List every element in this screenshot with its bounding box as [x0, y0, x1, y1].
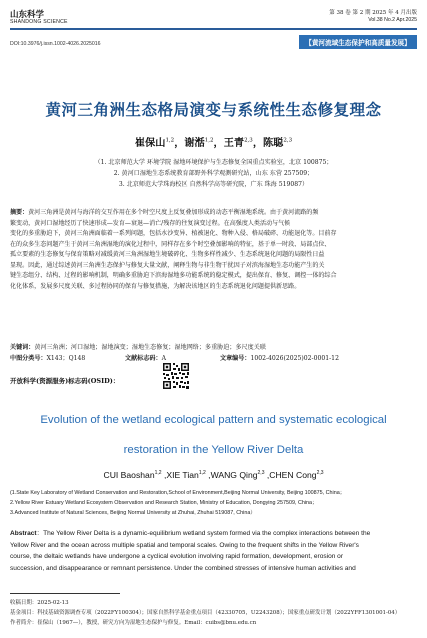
author-name: 陈聪 — [263, 137, 284, 149]
clc-label: 中图分类号： — [10, 355, 47, 362]
author-affil-sup: 1,2 — [198, 470, 206, 477]
osid-label: 开放科学(资源服务)标志码(OSID)： — [10, 377, 120, 385]
doi[interactable]: DOI:10.3976/j.issn.1002-4026.2025016 — [10, 41, 101, 47]
doc-code-label: 文献标志码： — [125, 355, 162, 362]
author-bio: 作者简介：崔保山（1967—），教授，研究方向为湿地生态保护与修复。Email：cuibs@bnu.edu.cn — [10, 620, 257, 626]
abstract-line-en: ：The Yellow River Delta is a dynamic-equilibrium wetland system formed via the complex interactions between the — [36, 530, 371, 537]
affiliation-cn: 3. 北京师范大学珠海校区 自然科学高等研究院，广东 珠海 519087） — [118, 181, 309, 188]
header-rule — [10, 28, 417, 30]
author-affil-sup: 1,2 — [204, 137, 214, 144]
abstract-cn — [10, 208, 417, 292]
abstract-label-cn: 摘要： — [10, 209, 29, 216]
doc-code-value: A — [161, 355, 166, 362]
journal-name-cn: 山东科学 — [10, 10, 45, 20]
affiliation-en: 3.Advanced Institute of Natural Sciences, Beijing Normal University at Zhuhai, Zhuhai 519087, China） — [10, 510, 256, 516]
author-name-en: WANG Qing — [210, 470, 258, 480]
author-name: 谢湉 — [184, 137, 205, 149]
column-banner: 【黄河流域生态保护和高质量发展】 — [299, 35, 417, 49]
author-name: 崔保山 — [134, 137, 166, 149]
abstract-line: 黄河三角洲是黄河与海洋的交互作用在多个时空尺度上反复叠加形成的动态平衡湿地系统。由于黄河流路的频 — [28, 209, 319, 216]
author-affil-sup: 2,3 — [257, 470, 265, 477]
author-affil-sup: 1,2 — [154, 470, 162, 477]
classification-row — [10, 353, 417, 362]
footnote-rule — [10, 593, 120, 594]
author-affil-sup: 1,2 — [165, 137, 175, 144]
affiliation-cn: （1. 北京师范大学 环境学院 湿地环境保护与生态修复全国重点实验室，北京 100875； — [94, 159, 333, 166]
title-cn: 黄河三角洲生态格局演变与系统性生态修复理念 — [45, 100, 382, 119]
journal-name-en: SHANDONG SCIENCE — [10, 19, 68, 25]
author-affil-sup: 2,3 — [316, 470, 324, 477]
abstract-line: 在的众多生态问题产生于黄河三角洲湿地的演化过程中，同样存在多个时空叠加影响的特征，基于单一时段、局部点位、 — [10, 240, 331, 248]
author-name-en: XIE Tian — [166, 470, 199, 480]
abstract-line: 键生态组分、结构、过程的影响机制，明确多重胁迫下滨海湿地多功能系统的稳定模式，提出保育、修复、调控一体的综合 — [10, 272, 337, 279]
author-name-en: CUI Baoshan — [103, 470, 155, 480]
keywords-cn — [10, 342, 417, 351]
abstract-line: 繁变动，黄河口湿地经历了快速形成—发育—衰退—消亡/残存的往复演变过程。在高强度人类活动与气候 — [10, 219, 291, 227]
abstract-en — [10, 528, 417, 574]
title-en-line: Evolution of the wetland ecological pattern and systematic ecological — [40, 414, 387, 426]
affiliation-en: 2.Yellow River Estuary Wetland Ecosystem Observation and Research Station, Ministry of Education, Dongying 257509, China； — [10, 500, 318, 506]
keywords-label-cn: 关键词： — [10, 344, 35, 351]
article-no-label: 文章编号： — [220, 355, 251, 362]
affiliation-cn: 2. 黄河口湿地生态系统教育部野外科学观测研究站，山东 东营 257509； — [113, 170, 314, 177]
abstract-line: 孤立要素的生态修复与保育策略对减缓黄河三角洲湿地生境破碎化、生物多样性减少、生态系统退化问题的局限性日益 — [10, 251, 325, 258]
abstract-line-en: Yellow River and the ocean across multiple spatial and temporal scales. Owing to the frequent shifts in the Yellow River's — [10, 541, 359, 549]
keywords-text-cn: 黄河三角洲；河口湿地；湿地演变；湿地生态修复；湿地网络；多重胁迫；多尺度关联 — [34, 344, 266, 351]
affiliation-en: (1.State Key Laboratory of Wetland Conservation and Restoration,School of Environment,Beijing Normal University, Beijing 100875, China； — [10, 490, 346, 496]
volume-info-cn: 第 38 卷 第 2 期 2025 年 4 月出版 — [329, 10, 417, 16]
received-date: 收稿日期：2025-02-13 — [10, 600, 69, 606]
author-affil-sup: 2,3 — [283, 137, 293, 144]
qr-code-icon[interactable] — [162, 362, 190, 390]
abstract-line: 显现。因此，通过综述黄河三角洲生态保护与修复大量文献，阐释生物与非生物干扰因子对滨海湿地生态功能产生的关 — [10, 261, 325, 269]
abstract-line-en: succession, and disappearance or remnant persistence. Under the combined stresses of intensive human activities and — [10, 564, 356, 572]
abstract-label-en: Abstract — [10, 530, 37, 537]
abstract-line-en: course, the deltaic wetlands have undergone a cyclical evolution involving rapid formation, development, erosion or — [10, 553, 343, 561]
abstract-line: 变化的多重胁迫下，黄河三角洲面临着一系列问题，包括水沙变异、植被退化、物种入侵、格局破碎、功能退化等。目前存 — [10, 230, 337, 237]
title-en-line: restoration in the Yellow River Delta — [123, 444, 304, 456]
article-no-value: 1002-4026(2025)02-0001-12 — [250, 355, 339, 362]
abstract-line: 化化体系，发展多尺度关联、多过程协同的保育与修复措施，为解决该地区的生态系统退化问题提供新思路。 — [10, 282, 301, 290]
author-name-en: CHEN Cong — [269, 470, 317, 480]
author-name: 王青 — [223, 137, 245, 149]
funding-info: 基金项目：科技基础资源调查专项（2022FY100304）；国家自然科学基金重点项目（42330705，U2243208）；国家重点研发计划（2022YFF1301001-04） — [10, 610, 401, 616]
author-affil-sup: 2,3 — [244, 137, 253, 144]
clc-value: X143；Q148 — [46, 355, 86, 362]
volume-info-en: Vol.38 No.2 Apr.2025 — [368, 17, 417, 23]
authors-en: CUI Baoshan$^{1,2}$ ,XIE Tian$^{1,2}$ ,WANG Qing$^{2,3}$ ,CHEN Cong$^{2,3}$ — [103, 470, 324, 480]
authors-cn: 崔保山$^{1,2}$，谢湉$^{1,2}$，王青$^{2,3}$，陈聪$^{2,3}$ — [134, 137, 293, 149]
